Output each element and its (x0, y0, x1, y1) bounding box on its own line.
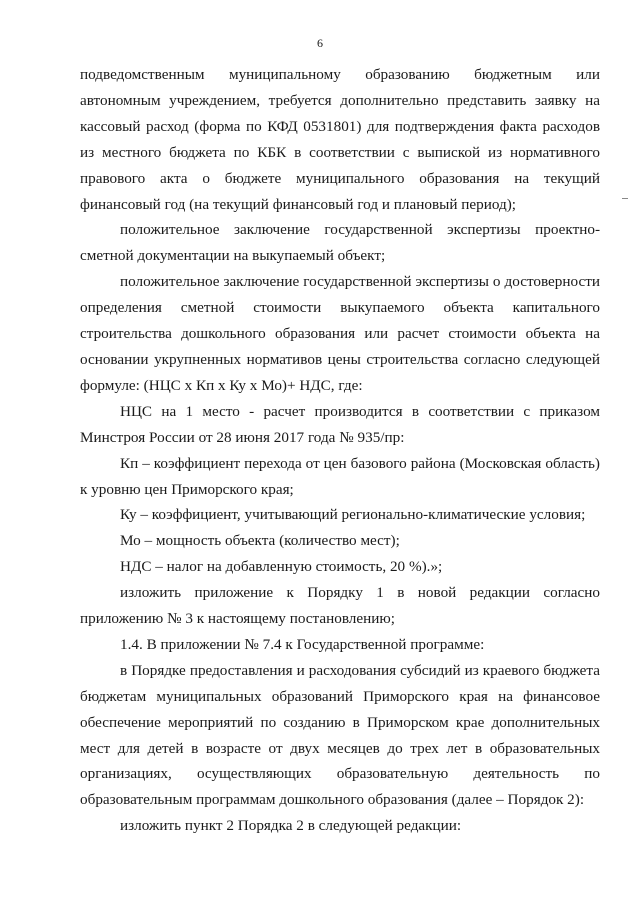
margin-mark (622, 198, 628, 199)
paragraph-design-expertise: положительное заключение государственной экспертизы проектно-сметной документации на выкупаемый объект; (80, 221, 600, 265)
paragraph-mo-definition: Мо – мощность объекта (количество мест); (120, 532, 400, 550)
paragraph-appendix-instruction: изложить приложение к Порядку 1 в новой редакции согласно приложению № 3 к настоящему постановлению; (80, 584, 600, 628)
paragraph-cost-expertise: положительное заключение государственной экспертизы о достоверности определения сметной стоимости выкупаемого объекта капитального строительства дошкольного образования или расчет стоимости объекта на основании укрупненных нормативов цены строительства согласно следующей формуле: (НЦС х Кп х Ку х Мо)+ НДС, где: (80, 273, 600, 394)
document-body (80, 62, 600, 839)
paragraph-continuation: подведомственным муниципальному образованию бюджетным или автономным учреждением, требуется дополнительно представить заявку на кассовый расход (форма по КФД 0531801) для подтверждения факта расходов из местного бюджета по КБК в соответствии с выпиской из нормативного правового акта о бюджете муниципального образования на текущий финансовый год (на текущий финансовый год и плановый период); (80, 66, 600, 213)
page-number: 6 (317, 36, 323, 50)
paragraph-final-instruction: изложить пункт 2 Порядка 2 в следующей редакции: (120, 817, 462, 835)
paragraph-section-1-4: 1.4. В приложении № 7.4 к Государственной программе: (120, 635, 485, 653)
paragraph-nds-definition: НДС – налог на добавленную стоимость, 20 %).»; (120, 558, 443, 576)
paragraph-ncs-definition: НЦС на 1 место - расчет производится в соответствии с приказом Минстроя России от 28 июня 2017 года № 935/пр: (80, 402, 600, 446)
paragraph-kp-definition: Кп – коэффициент перехода от цен базового района (Московская область) к уровню цен Приморского края; (80, 454, 600, 498)
paragraph-procedure-2: в Порядке предоставления и расходования субсидий из краевого бюджета бюджетам муниципальных образований Приморского края на финансовое обеспечение мероприятий по созданию в Приморском крае дополнительных мест для детей в возрасте от двух месяцев до трех лет в образовательных организациях, осуществляющих образовательную деятельность по образовательным программам дошкольного образования (далее – Порядок 2): (80, 661, 600, 809)
paragraph-ku-definition: Ку – коэффициент, учитывающий регионально-климатические условия; (120, 506, 586, 524)
